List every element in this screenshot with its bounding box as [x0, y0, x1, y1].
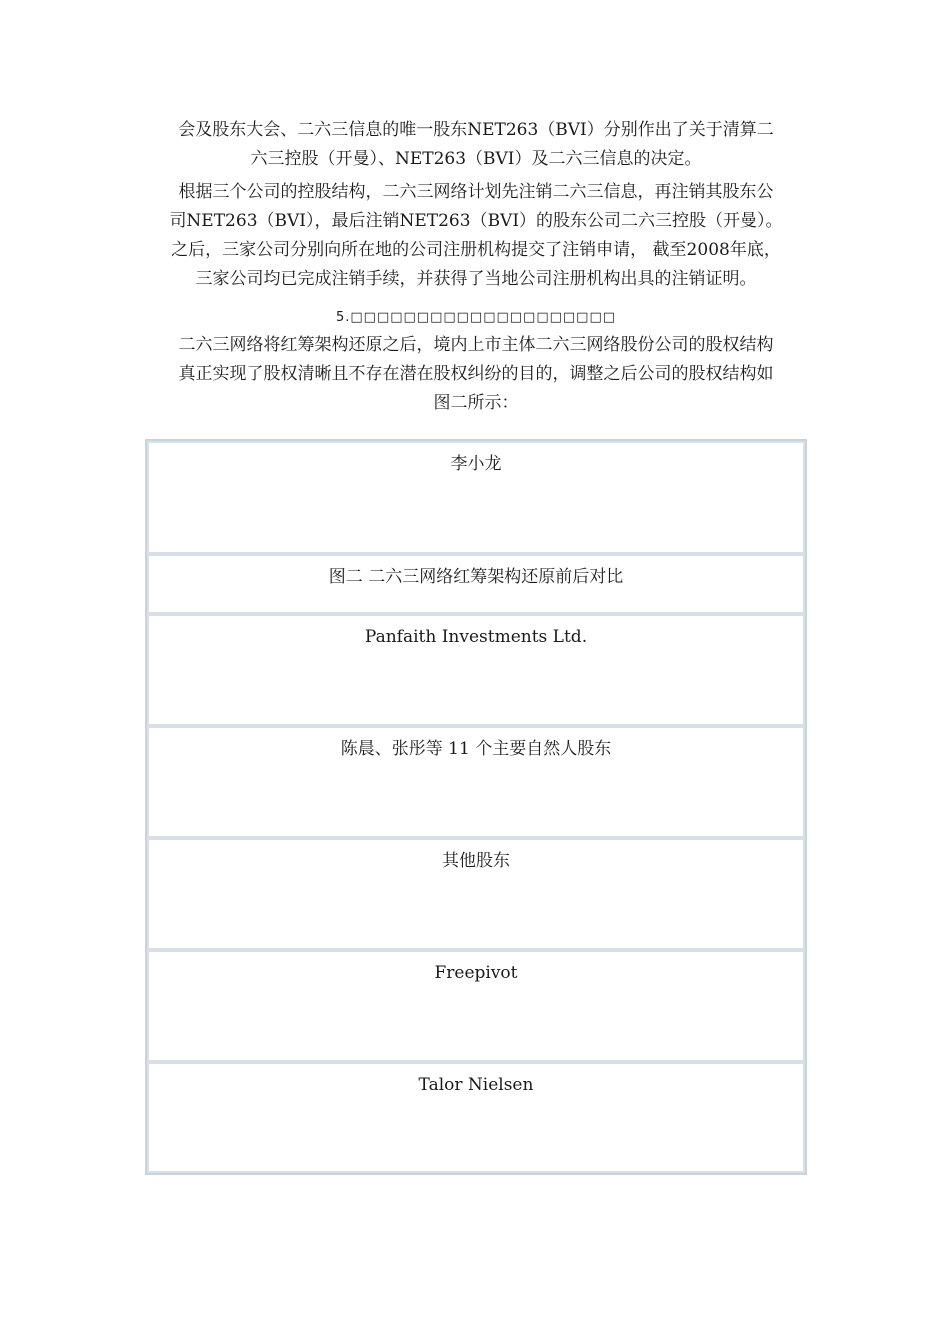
- table-cell-text: Panfaith Investments Ltd.: [364, 627, 588, 647]
- paragraph-line: 六三控股（开曼）、NET263（BVI）及二六三信息的决定。: [250, 149, 702, 169]
- table-row: [147, 726, 805, 838]
- paragraph-structure-intro: [145, 331, 807, 418]
- table-row: [147, 1062, 805, 1173]
- paragraph-line: 三家公司均已完成注销手续，并获得了当地公司注册机构出具的注销证明。: [195, 269, 757, 289]
- section-heading: 5.□□□□□□□□□□□□□□□□□□□□: [335, 310, 617, 325]
- table-row: [147, 950, 805, 1062]
- table-cell-text: 陈晨、张彤等 11 个主要自然人股东: [340, 739, 612, 759]
- paragraph-line: 真正实现了股权清晰且不存在潜在股权纠纷的目的，调整之后公司的股权结构如: [178, 364, 774, 384]
- paragraph-line: 图二所示：: [433, 393, 519, 413]
- table-row: [147, 614, 805, 726]
- table-cell-text: Talor Nielsen: [418, 1075, 534, 1095]
- paragraph-line: 之后，三家公司分别向所在地的公司注册机构提交了注销申请， 截至2008年底，: [171, 240, 781, 260]
- shareholder-table: [145, 439, 807, 1175]
- paragraph-deregistration: [145, 178, 807, 294]
- paragraph-liquidation-decision: [145, 116, 807, 174]
- table-cell-text: Freepivot: [434, 963, 518, 983]
- paragraph-line: 根据三个公司的控股结构，二六三网络计划先注销二六三信息，再注销其股东公: [178, 182, 774, 202]
- paragraph-line: 司NET263（BVI），最后注销NET263（BVI）的股东公司二六三控股（开曼）。: [169, 211, 783, 231]
- table-cell-text: 李小龙: [450, 454, 502, 474]
- paragraph-line: 会及股东大会、二六三信息的唯一股东NET263（BVI）分别作出了关于清算二: [178, 120, 774, 140]
- paragraph-line: 二六三网络将红筹架构还原之后，境内上市主体二六三网络股份公司的股权结构: [178, 335, 774, 355]
- table-row: [147, 554, 805, 614]
- table-cell-text: 图二 二六三网络红筹架构还原前后对比: [328, 567, 624, 587]
- table-row: [147, 838, 805, 950]
- table-row: [147, 441, 805, 554]
- table-cell-text: 其他股东: [442, 851, 510, 871]
